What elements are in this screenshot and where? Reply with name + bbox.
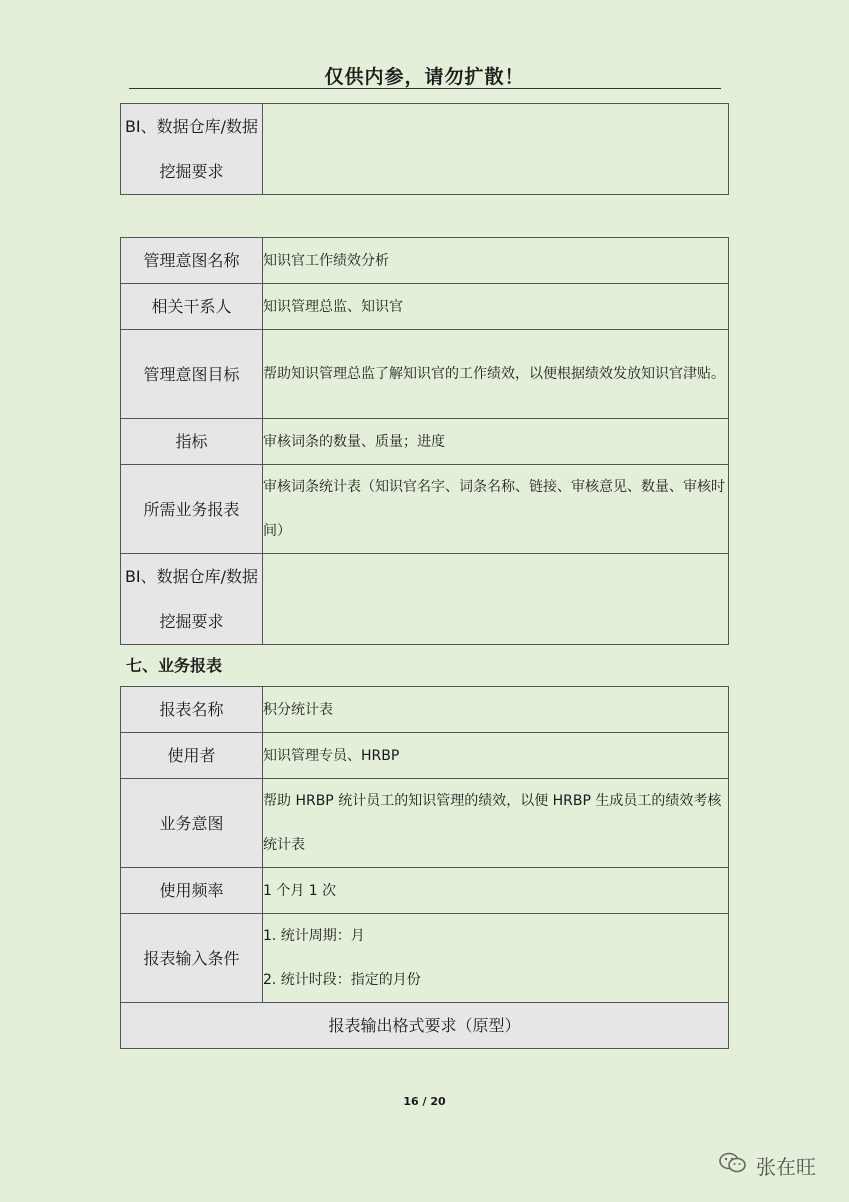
row-value: 帮助 HRBP 统计员工的知识管理的绩效，以便 HRBP 生成员工的绩效考核统计表 bbox=[263, 779, 729, 868]
header-divider bbox=[129, 88, 721, 89]
row-value bbox=[263, 554, 729, 645]
wechat-icon bbox=[718, 1151, 748, 1180]
row-label: BI、数据仓库/数据挖掘要求 bbox=[121, 554, 263, 645]
row-value: 积分统计表 bbox=[263, 687, 729, 733]
table-row bbox=[121, 914, 729, 1003]
table-row bbox=[121, 1003, 729, 1049]
output-format-heading: 报表输出格式要求（原型） bbox=[121, 1003, 729, 1049]
row-value: 审核词条的数量、质量；进度 bbox=[263, 419, 729, 465]
business-report-table bbox=[120, 686, 729, 1049]
table-row bbox=[121, 419, 729, 465]
table-row bbox=[121, 104, 729, 195]
row-label: 业务意图 bbox=[121, 779, 263, 868]
row-value: 知识官工作绩效分析 bbox=[263, 238, 729, 284]
row-label: 管理意图目标 bbox=[121, 330, 263, 419]
watermark-text: 张在旺 bbox=[756, 1154, 816, 1179]
row-label: 管理意图名称 bbox=[121, 238, 263, 284]
table-row bbox=[121, 868, 729, 914]
table-row bbox=[121, 238, 729, 284]
table-row bbox=[121, 779, 729, 868]
row-value: 知识管理总监、知识官 bbox=[263, 284, 729, 330]
row-label: BI、数据仓库/数据挖掘要求 bbox=[121, 104, 263, 195]
table-row bbox=[121, 330, 729, 419]
table-row bbox=[121, 687, 729, 733]
row-value-list bbox=[263, 914, 729, 1003]
row-value: 审核词条统计表（知识官名字、词条名称、链接、审核意见、数量、审核时间） bbox=[263, 465, 729, 554]
row-value bbox=[263, 104, 729, 195]
list-item: 1. 统计周期：月 bbox=[263, 928, 365, 944]
table-row bbox=[121, 554, 729, 645]
page-number: 16 / 20 bbox=[403, 1095, 446, 1108]
table-row bbox=[121, 465, 729, 554]
management-intent-table bbox=[120, 237, 729, 645]
watermark bbox=[718, 1150, 816, 1180]
table-row bbox=[121, 733, 729, 779]
bi-requirement-table-top bbox=[120, 103, 729, 195]
row-label: 报表输入条件 bbox=[121, 914, 263, 1003]
page-header-title: 仅供内参，请勿扩散！ bbox=[324, 66, 525, 88]
row-value: 1 个月 1 次 bbox=[263, 868, 729, 914]
table-row bbox=[121, 284, 729, 330]
row-label: 指标 bbox=[121, 419, 263, 465]
row-label: 所需业务报表 bbox=[121, 465, 263, 554]
row-label: 使用者 bbox=[121, 733, 263, 779]
section-heading: 七、业务报表 bbox=[126, 656, 223, 675]
list-item: 2. 统计时段：指定的月份 bbox=[263, 972, 421, 988]
row-label: 使用频率 bbox=[121, 868, 263, 914]
row-value: 知识管理专员、HRBP bbox=[263, 733, 729, 779]
row-value: 帮助知识管理总监了解知识官的工作绩效，以便根据绩效发放知识官津贴。 bbox=[263, 330, 729, 419]
row-label: 相关干系人 bbox=[121, 284, 263, 330]
row-label: 报表名称 bbox=[121, 687, 263, 733]
